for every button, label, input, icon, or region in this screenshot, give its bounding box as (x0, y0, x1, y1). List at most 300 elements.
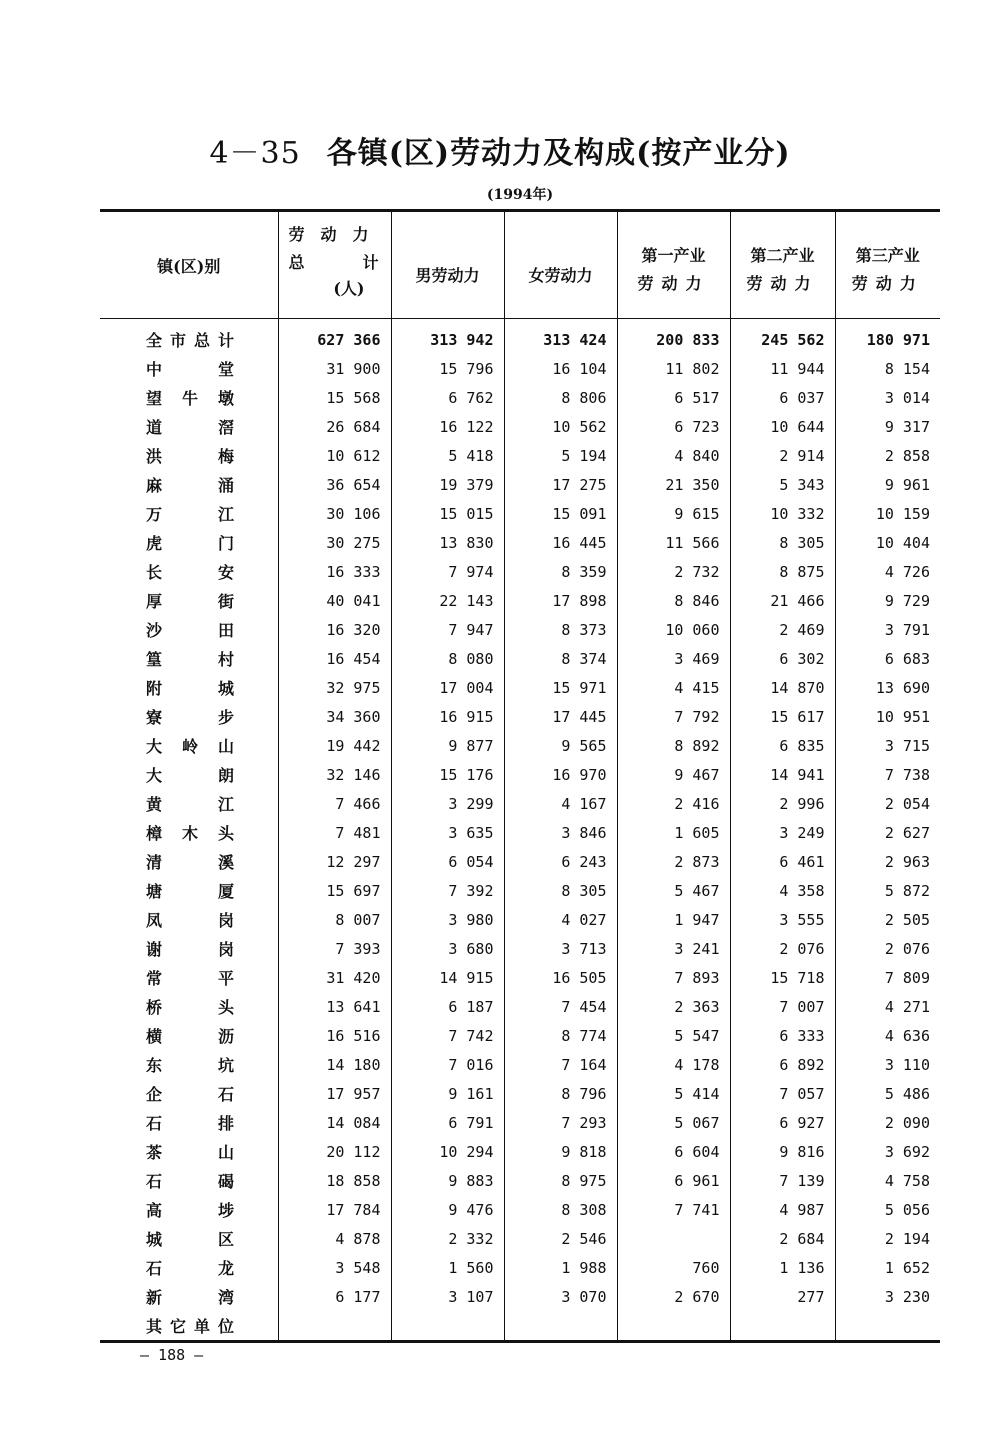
town-name-char: 门 (217, 534, 234, 553)
cell-male: 2 332 (391, 1224, 504, 1253)
cell-total: 14 180 (278, 1050, 391, 1079)
table-row (100, 644, 940, 673)
town-name-char: 黄 (146, 795, 163, 814)
town-name-char: 谢 (146, 940, 163, 959)
header-total-line1: 劳动力 (288, 225, 385, 244)
cell-tertiary: 1 652 (835, 1253, 940, 1282)
cell-female: 7 293 (504, 1108, 617, 1137)
cell-primary: 9 467 (617, 760, 730, 789)
cell-primary: 4 415 (617, 673, 730, 702)
cell-male: 6 054 (391, 847, 504, 876)
cell-primary: 10 060 (617, 615, 730, 644)
cell-tertiary: 7 738 (835, 760, 940, 789)
cell-secondary: 15 718 (730, 963, 835, 992)
town-name-cell (100, 586, 278, 615)
cell-male: 1 560 (391, 1253, 504, 1282)
cell-primary: 5 414 (617, 1079, 730, 1108)
cell-total: 10 612 (278, 441, 391, 470)
town-name-char: 寮 (146, 708, 163, 727)
town-name-char: 平 (217, 969, 234, 988)
cell-total: 17 957 (278, 1079, 391, 1108)
cell-male: 14 915 (391, 963, 504, 992)
town-name-char: 全 (146, 331, 163, 350)
cell-tertiary: 8 154 (835, 354, 940, 383)
cell-tertiary: 2 963 (835, 847, 940, 876)
cell-female: 15 971 (504, 673, 617, 702)
cell-male: 16 122 (391, 412, 504, 441)
town-name-char: 排 (217, 1114, 234, 1133)
town-name-char: 堂 (217, 360, 234, 379)
cell-female: 16 505 (504, 963, 617, 992)
cell-female: 1 988 (504, 1253, 617, 1282)
table-row (100, 760, 940, 789)
cell-secondary: 245 562 (730, 319, 835, 355)
cell-male: 3 980 (391, 905, 504, 934)
town-name (146, 734, 234, 757)
town-name-char: 梅 (217, 447, 234, 466)
cell-primary: 7 893 (617, 963, 730, 992)
cell-tertiary: 9 729 (835, 586, 940, 615)
cell-secondary: 2 684 (730, 1224, 835, 1253)
cell-female (504, 1311, 617, 1342)
cell-total: 16 454 (278, 644, 391, 673)
cell-secondary: 7 057 (730, 1079, 835, 1108)
cell-primary: 8 846 (617, 586, 730, 615)
town-name-cell (100, 319, 278, 355)
town-name-cell (100, 702, 278, 731)
town-name-char: 岭 (181, 737, 198, 756)
cell-male: 16 915 (391, 702, 504, 731)
town-name-char: 石 (146, 1172, 163, 1191)
cell-tertiary: 10 159 (835, 499, 940, 528)
town-name-char: 位 (217, 1317, 234, 1336)
table-body (100, 319, 940, 1342)
cell-male: 6 791 (391, 1108, 504, 1137)
town-name-cell (100, 1108, 278, 1137)
header-town: 镇(区)别 (100, 211, 278, 319)
table-row (100, 441, 940, 470)
cell-secondary: 21 466 (730, 586, 835, 615)
town-name (146, 1227, 234, 1250)
town-name-cell (100, 1050, 278, 1079)
town-name-cell (100, 499, 278, 528)
table-row (100, 528, 940, 557)
cell-total: 7 466 (278, 789, 391, 818)
table-row (100, 963, 940, 992)
table-row (100, 354, 940, 383)
cell-female: 16 445 (504, 528, 617, 557)
cell-secondary: 6 927 (730, 1108, 835, 1137)
town-name-char: 东 (146, 1056, 163, 1075)
table-row (100, 586, 940, 615)
cell-primary: 5 467 (617, 876, 730, 905)
town-name-char: 总 (193, 331, 210, 350)
cell-secondary: 1 136 (730, 1253, 835, 1282)
cell-tertiary: 5 486 (835, 1079, 940, 1108)
town-name-cell (100, 1137, 278, 1166)
cell-secondary: 6 835 (730, 731, 835, 760)
cell-female: 6 243 (504, 847, 617, 876)
town-name-char: 朗 (217, 766, 234, 785)
cell-female: 2 546 (504, 1224, 617, 1253)
header-total-line2 (289, 250, 379, 273)
town-name (146, 1256, 234, 1279)
cell-female: 16 970 (504, 760, 617, 789)
cell-total: 36 654 (278, 470, 391, 499)
town-name-char: 清 (146, 853, 163, 872)
town-name-char: 洪 (146, 447, 163, 466)
header-tertiary-line1: 第三产业 (855, 246, 920, 265)
table-header-row (100, 211, 940, 319)
town-name-char: 区 (217, 1230, 234, 1249)
cell-secondary: 2 914 (730, 441, 835, 470)
cell-secondary: 10 644 (730, 412, 835, 441)
cell-tertiary: 2 076 (835, 934, 940, 963)
town-name-cell (100, 441, 278, 470)
cell-tertiary: 3 692 (835, 1137, 940, 1166)
cell-tertiary: 3 791 (835, 615, 940, 644)
cell-primary: 21 350 (617, 470, 730, 499)
cell-female: 5 194 (504, 441, 617, 470)
town-name (146, 821, 234, 844)
cell-primary: 2 416 (617, 789, 730, 818)
header-female: 女劳动力 (504, 211, 617, 319)
table-row (100, 905, 940, 934)
town-name-char: 厦 (217, 882, 234, 901)
cell-primary: 5 067 (617, 1108, 730, 1137)
header-primary-line2: 劳动力 (637, 274, 710, 293)
town-name-char: 它 (169, 1317, 186, 1336)
cell-female: 17 898 (504, 586, 617, 615)
cell-primary: 2 363 (617, 992, 730, 1021)
cell-tertiary: 4 726 (835, 557, 940, 586)
town-name-cell (100, 1195, 278, 1224)
cell-total: 31 420 (278, 963, 391, 992)
town-name-char: 望 (146, 389, 163, 408)
cell-female: 3 713 (504, 934, 617, 963)
town-name-cell (100, 557, 278, 586)
cell-male: 7 974 (391, 557, 504, 586)
table-row (100, 1253, 940, 1282)
cell-primary: 6 517 (617, 383, 730, 412)
cell-total: 3 548 (278, 1253, 391, 1282)
town-name-cell (100, 470, 278, 499)
town-name-cell (100, 354, 278, 383)
header-tertiary (835, 211, 940, 319)
cell-total: 4 878 (278, 1224, 391, 1253)
table-row (100, 1282, 940, 1311)
cell-tertiary: 2 858 (835, 441, 940, 470)
town-name-char: 市 (169, 331, 186, 350)
cell-total: 30 275 (278, 528, 391, 557)
table-row (100, 1224, 940, 1253)
cell-tertiary: 2 194 (835, 1224, 940, 1253)
cell-female: 8 806 (504, 383, 617, 412)
table-subtitle: (1994年) (486, 187, 554, 203)
cell-female: 17 275 (504, 470, 617, 499)
cell-female: 8 359 (504, 557, 617, 586)
town-name-char: 茶 (146, 1143, 163, 1162)
town-name-char: 牛 (181, 389, 198, 408)
town-name-cell (100, 1311, 278, 1342)
town-name-char: 村 (217, 650, 234, 669)
cell-primary (617, 1224, 730, 1253)
cell-secondary (730, 1311, 835, 1342)
cell-tertiary: 3 715 (835, 731, 940, 760)
table-row (100, 818, 940, 847)
cell-female: 3 070 (504, 1282, 617, 1311)
town-name-char: 涌 (217, 476, 234, 495)
cell-total: 6 177 (278, 1282, 391, 1311)
header-secondary (730, 211, 835, 319)
cell-tertiary: 180 971 (835, 319, 940, 355)
cell-male: 3 635 (391, 818, 504, 847)
cell-total: 15 697 (278, 876, 391, 905)
cell-primary: 7 792 (617, 702, 730, 731)
town-name-cell (100, 876, 278, 905)
cell-female: 10 562 (504, 412, 617, 441)
cell-total: 19 442 (278, 731, 391, 760)
town-name-char: 城 (146, 1230, 163, 1249)
cell-primary: 3 241 (617, 934, 730, 963)
cell-male: 15 796 (391, 354, 504, 383)
cell-tertiary: 13 690 (835, 673, 940, 702)
table-row (100, 557, 940, 586)
town-name-cell (100, 1253, 278, 1282)
cell-secondary: 2 076 (730, 934, 835, 963)
cell-secondary: 11 944 (730, 354, 835, 383)
cell-male: 9 161 (391, 1079, 504, 1108)
cell-primary: 2 873 (617, 847, 730, 876)
header-total (278, 211, 391, 319)
town-name-cell (100, 615, 278, 644)
town-name (146, 1198, 234, 1221)
cell-total: 34 360 (278, 702, 391, 731)
town-name (146, 966, 234, 989)
town-name (146, 531, 234, 554)
town-name-cell (100, 1079, 278, 1108)
cell-female: 7 164 (504, 1050, 617, 1079)
cell-male: 6 187 (391, 992, 504, 1021)
town-name (146, 386, 234, 409)
cell-primary: 3 469 (617, 644, 730, 673)
cell-male: 13 830 (391, 528, 504, 557)
town-name-cell (100, 789, 278, 818)
town-name-char: 附 (146, 679, 163, 698)
page-number: — 188 — (140, 1346, 204, 1364)
town-name-char: 篁 (146, 650, 163, 669)
town-name (146, 1082, 234, 1105)
town-name-char: 田 (217, 621, 234, 640)
town-name-char: 中 (146, 360, 163, 379)
town-name-char: 石 (217, 1085, 234, 1104)
town-name-cell (100, 905, 278, 934)
cell-tertiary: 5 872 (835, 876, 940, 905)
cell-secondary: 15 617 (730, 702, 835, 731)
cell-secondary: 8 305 (730, 528, 835, 557)
table-row (100, 499, 940, 528)
table-row (100, 412, 940, 441)
cell-tertiary: 2 505 (835, 905, 940, 934)
town-name-cell (100, 644, 278, 673)
table-row (100, 1079, 940, 1108)
cell-primary (617, 1311, 730, 1342)
town-name-char: 横 (146, 1027, 163, 1046)
cell-primary: 5 547 (617, 1021, 730, 1050)
cell-tertiary: 3 110 (835, 1050, 940, 1079)
town-name (146, 1140, 234, 1163)
town-name-char: 虎 (146, 534, 163, 553)
cell-tertiary: 4 271 (835, 992, 940, 1021)
town-name-char: 计 (217, 331, 234, 350)
cell-total: 7 393 (278, 934, 391, 963)
cell-total: 32 146 (278, 760, 391, 789)
cell-primary: 11 566 (617, 528, 730, 557)
cell-primary: 760 (617, 1253, 730, 1282)
town-name-char: 万 (146, 505, 163, 524)
cell-primary: 4 178 (617, 1050, 730, 1079)
cell-tertiary: 5 056 (835, 1195, 940, 1224)
town-name-cell (100, 963, 278, 992)
town-name-char: 坑 (217, 1056, 234, 1075)
cell-tertiary: 9 961 (835, 470, 940, 499)
cell-secondary: 5 343 (730, 470, 835, 499)
cell-tertiary (835, 1311, 940, 1342)
cell-secondary: 6 302 (730, 644, 835, 673)
town-name (146, 1314, 234, 1337)
town-name (146, 415, 234, 438)
cell-tertiary: 2 090 (835, 1108, 940, 1137)
header-total-ji: 计 (362, 253, 379, 272)
cell-female: 7 454 (504, 992, 617, 1021)
town-name (146, 647, 234, 670)
cell-female: 8 975 (504, 1166, 617, 1195)
town-name-char: 大 (146, 766, 163, 785)
cell-secondary: 4 987 (730, 1195, 835, 1224)
town-name-char: 头 (217, 998, 234, 1017)
cell-tertiary: 10 404 (835, 528, 940, 557)
town-name-cell (100, 383, 278, 412)
town-name (146, 995, 234, 1018)
town-name-char: 碣 (217, 1172, 234, 1191)
town-name-char: 沥 (217, 1027, 234, 1046)
cell-female: 3 846 (504, 818, 617, 847)
cell-male: 15 015 (391, 499, 504, 528)
town-name-char: 城 (217, 679, 234, 698)
cell-primary: 9 615 (617, 499, 730, 528)
town-name-char: 溪 (217, 853, 234, 872)
town-name-char: 沙 (146, 621, 163, 640)
town-name-char: 安 (217, 563, 234, 582)
town-name (146, 328, 234, 351)
cell-total: 8 007 (278, 905, 391, 934)
town-name-cell (100, 1224, 278, 1253)
town-name-char: 街 (217, 592, 234, 611)
table-row (100, 1137, 940, 1166)
town-name (146, 1111, 234, 1134)
table-row (100, 934, 940, 963)
cell-female: 8 774 (504, 1021, 617, 1050)
town-name-char: 常 (146, 969, 163, 988)
town-name-cell (100, 992, 278, 1021)
cell-total: 15 568 (278, 383, 391, 412)
town-name (146, 589, 234, 612)
cell-total: 26 684 (278, 412, 391, 441)
town-name-char: 步 (217, 708, 234, 727)
town-name-char: 大 (146, 737, 163, 756)
cell-tertiary: 4 758 (835, 1166, 940, 1195)
header-primary-line1: 第一产业 (641, 246, 706, 265)
town-name (146, 763, 234, 786)
cell-male: 7 742 (391, 1021, 504, 1050)
cell-female: 4 027 (504, 905, 617, 934)
table-row (100, 615, 940, 644)
cell-secondary: 6 037 (730, 383, 835, 412)
table-row (100, 847, 940, 876)
town-name-char: 湾 (217, 1288, 234, 1307)
cell-secondary: 14 941 (730, 760, 835, 789)
cell-male: 19 379 (391, 470, 504, 499)
cell-secondary: 3 249 (730, 818, 835, 847)
town-name-char: 滘 (217, 418, 234, 437)
cell-total: 14 084 (278, 1108, 391, 1137)
town-name (146, 879, 234, 902)
cell-male: 5 418 (391, 441, 504, 470)
town-name-char: 厚 (146, 592, 163, 611)
cell-secondary: 6 333 (730, 1021, 835, 1050)
cell-total: 627 366 (278, 319, 391, 355)
cell-female: 9 565 (504, 731, 617, 760)
cell-female: 8 796 (504, 1079, 617, 1108)
cell-female: 8 308 (504, 1195, 617, 1224)
table-row (100, 1108, 940, 1137)
cell-total: 16 320 (278, 615, 391, 644)
cell-male: 15 176 (391, 760, 504, 789)
table-row (100, 1195, 940, 1224)
table-row-total (100, 319, 940, 355)
cell-total: 13 641 (278, 992, 391, 1021)
town-name (146, 618, 234, 641)
town-name (146, 1024, 234, 1047)
town-name (146, 1285, 234, 1308)
town-name-char: 长 (146, 563, 163, 582)
header-secondary-line1: 第二产业 (750, 246, 815, 265)
cell-total: 12 297 (278, 847, 391, 876)
cell-total: 16 516 (278, 1021, 391, 1050)
town-name (146, 1169, 234, 1192)
cell-tertiary: 2 054 (835, 789, 940, 818)
cell-secondary: 3 555 (730, 905, 835, 934)
table-row (100, 992, 940, 1021)
town-name-char: 山 (217, 1143, 234, 1162)
labor-table (100, 209, 940, 1343)
cell-primary: 8 892 (617, 731, 730, 760)
table-row (100, 731, 940, 760)
cell-primary: 200 833 (617, 319, 730, 355)
cell-male: 9 883 (391, 1166, 504, 1195)
town-name (146, 502, 234, 525)
town-name (146, 705, 234, 728)
cell-female: 313 424 (504, 319, 617, 355)
cell-male (391, 1311, 504, 1342)
cell-total (278, 1311, 391, 1342)
town-name-char: 岗 (217, 940, 234, 959)
town-name (146, 357, 234, 380)
cell-tertiary: 7 809 (835, 963, 940, 992)
town-name (146, 1053, 234, 1076)
cell-tertiary: 4 636 (835, 1021, 940, 1050)
town-name-char: 木 (181, 824, 198, 843)
